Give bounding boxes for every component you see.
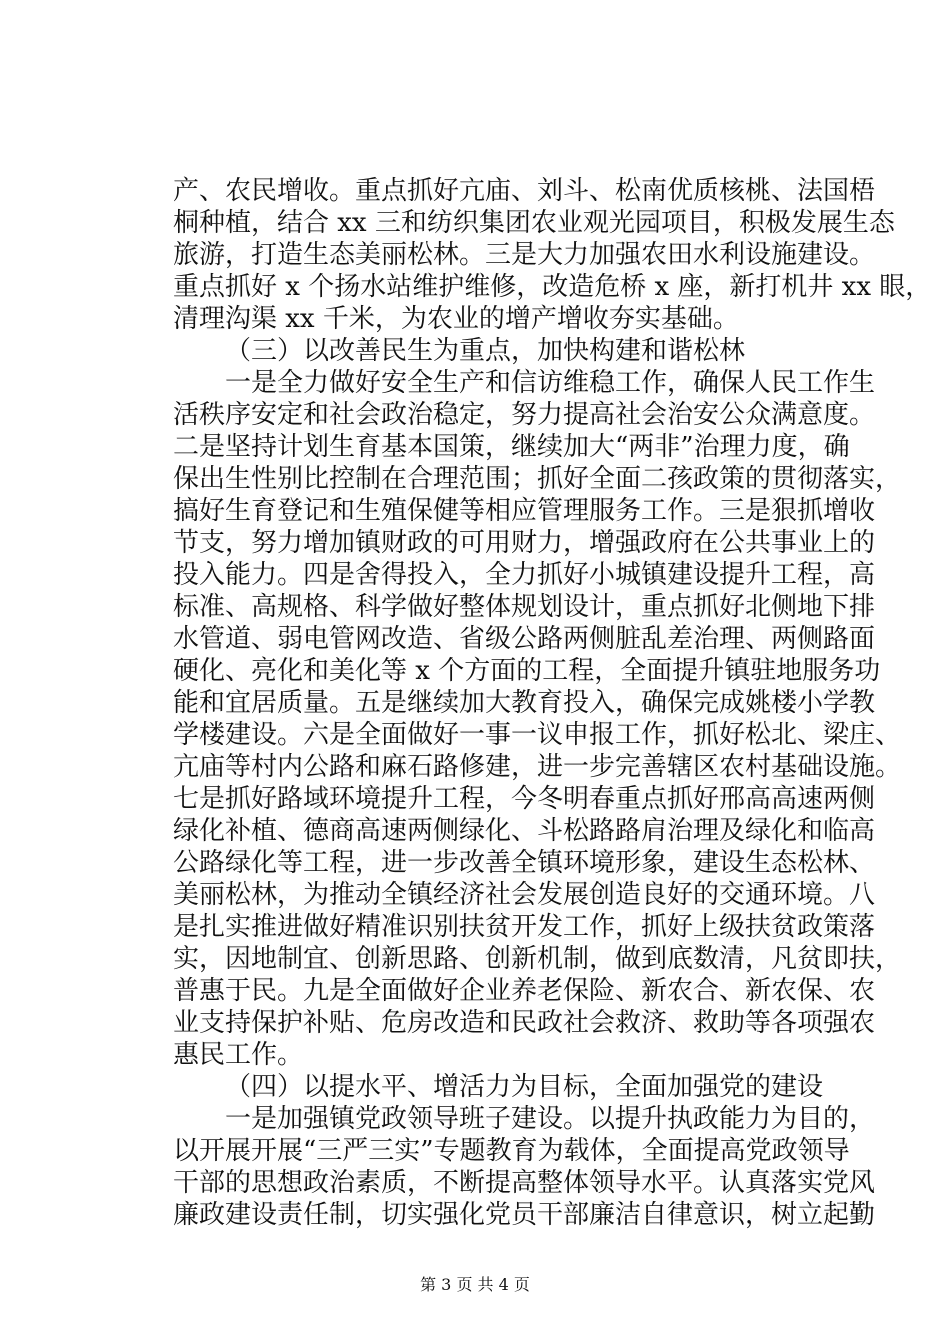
text-line: 节支，努力增加镇财政的可用财力，增强政府在公共事业上的 [173, 528, 876, 558]
paragraph-start: 一是加强镇党政领导班子建设。以提升执政能力为目的， [225, 1104, 876, 1134]
text-line: 惠民工作。 [173, 1040, 304, 1070]
body-text [173, 175, 932, 1231]
text-line: 亢庙等村内公路和麻石路修建，进一步完善辖区农村基础设施。 [173, 752, 902, 782]
text-line: 以开展开展“三严三实”专题教育为载体，全面提高党政领导 [173, 1136, 850, 1166]
text-line: 业支持保护补贴、危房改造和民政社会救济、救助等各项强农 [173, 1008, 876, 1038]
text-line: 旅游，打造生态美丽松林。三是大力加强农田水利设施建设。 [173, 240, 876, 270]
text-line: 绿化补植、德商高速两侧绿化、斗松路路肩治理及绿化和临高 [173, 816, 876, 846]
text-line: 学楼建设。六是全面做好一事一议申报工作，抓好松北、梁庄、 [173, 720, 902, 750]
text-line: 硬化、亮化和美化等 x 个方面的工程，全面提升镇驻地服务功 [173, 656, 881, 686]
text-line: 公路绿化等工程，进一步改善全镇环境形象，建设生态松林、 [173, 848, 876, 878]
text-line: 投入能力。四是舍得投入，全力抓好小城镇建设提升工程，高 [173, 560, 876, 590]
text-line: 标准、高规格、科学做好整体规划设计，重点抓好北侧地下排 [173, 592, 876, 622]
section-heading-3: （三）以改善民生为重点，加快构建和谐松林 [225, 336, 746, 366]
page-footer: 第 3 页 共 4 页 [420, 1275, 530, 1294]
text-line: 二是坚持计划生育基本国策，继续加大“两非”治理力度，确 [173, 432, 850, 462]
text-line: 是扎实推进做好精准识别扶贫开发工作，抓好上级扶贫政策落 [173, 912, 876, 942]
text-line: 清理沟渠 xx 千米，为农业的增产增收夯实基础。 [173, 304, 739, 334]
text-line: 保出生性别比控制在合理范围；抓好全面二孩政策的贯彻落实， [173, 464, 902, 494]
text-line: 搞好生育登记和生殖保健等相应管理服务工作。三是狠抓增收 [173, 496, 876, 526]
text-line: 美丽松林，为推动全镇经济社会发展创造良好的交通环境。八 [173, 880, 876, 910]
paragraph-start: 一是全力做好安全生产和信访维稳工作，确保人民工作生 [225, 368, 876, 398]
section-heading-4: （四）以提水平、增活力为目标，全面加强党的建设 [225, 1072, 824, 1102]
text-line: 普惠于民。九是全面做好企业养老保险、新农合、新农保、农 [173, 976, 876, 1006]
text-line: 桐种植，结合 xx 三和纺织集团农业观光园项目，积极发展生态 [173, 208, 895, 238]
text-line: 重点抓好 x 个扬水站维护维修，改造危桥 x 座，新打机井 xx 眼， [173, 272, 932, 302]
text-line: 干部的思想政治素质，不断提高整体领导水平。认真落实党风 [173, 1168, 876, 1198]
text-line: 廉政建设责任制，切实强化党员干部廉洁自律意识，树立起勤 [173, 1200, 876, 1230]
text-line: 产、农民增收。重点抓好亢庙、刘斗、松南优质核桃、法国梧 [173, 176, 876, 206]
text-line: 能和宜居质量。五是继续加大教育投入，确保完成姚楼小学教 [173, 688, 876, 718]
text-line: 水管道、弱电管网改造、省级公路两侧脏乱差治理、两侧路面 [173, 624, 876, 654]
text-line: 活秩序安定和社会政治稳定，努力提高社会治安公众满意度。 [173, 400, 876, 430]
text-line: 七是抓好路域环境提升工程，今冬明春重点抓好邢高高速两侧 [173, 784, 876, 814]
text-line: 实，因地制宜、创新思路、创新机制，做到底数清，凡贫即扶， [173, 944, 902, 974]
